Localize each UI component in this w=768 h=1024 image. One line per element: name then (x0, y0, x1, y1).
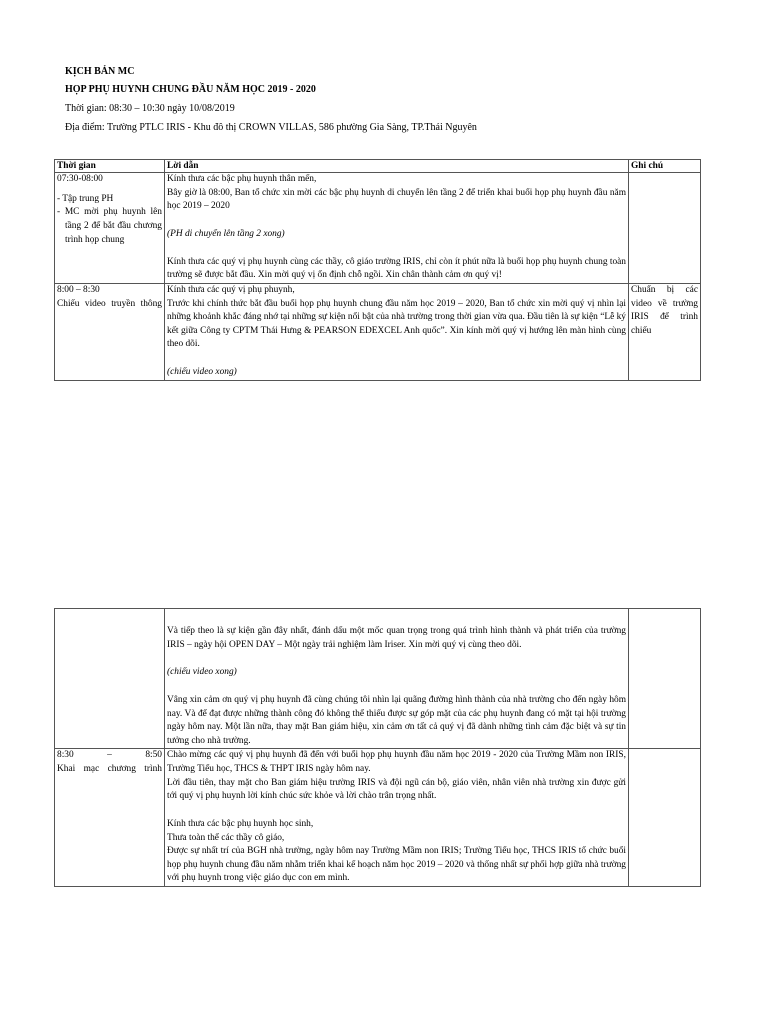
row1-line1: Kính thưa các bậc phụ huynh thân mến, (167, 174, 317, 185)
row2-note-cell (629, 283, 701, 380)
row2-time: 8:00 – 8:30 (57, 284, 100, 295)
script-table-page1 (54, 159, 701, 381)
row4-activity: Khai mạc chương trình (57, 764, 162, 774)
doc-title: KỊCH BẢN MC (65, 66, 135, 77)
row1-time-cell (55, 173, 165, 284)
row4-time-cell (55, 749, 165, 887)
row4-line3: Kính thưa các bậc phụ huynh học sinh, (167, 818, 314, 829)
row2-line1: Kính thưa các quý vị phụ phuynh, (167, 284, 295, 295)
row2-activity: Chiếu video truyền thông (57, 298, 162, 309)
row2-line3: (chiếu video xong) (167, 367, 237, 378)
row4-script-cell (165, 749, 629, 887)
row3-line1: Và tiếp theo là sự kiện gần đây nhất, đánh dấu một mốc quan trọng trong quá trình hình thành và phát triển của trường IRIS – ngày hội OPEN DAY – Một ngày trải nghiệm làm Iriser. Xin mời quý vị cùng theo dõi. (167, 626, 626, 650)
row2-time-cell (55, 283, 165, 380)
meeting-time: Thời gian: 08:30 – 10:30 ngày 10/08/2019 (65, 103, 235, 114)
row2-note: Chuẩn bị các video về trường IRIS để trình chiếu (631, 284, 698, 336)
table-row (55, 173, 701, 284)
row1-line3: (PH di chuyển lên tầng 2 xong) (167, 229, 285, 240)
row1-item-gather: - Tập trung PH (57, 193, 114, 204)
header-script: Lời dẫn (165, 160, 629, 173)
row3-note-cell (629, 609, 701, 749)
row1-item-invite: - MC mời phụ huynh lên tầng 2 để bắt đầu chương trình họp chung (57, 207, 162, 245)
table-row (55, 283, 701, 380)
row4-line1: Chào mừng các quý vị phụ huynh đã đến với buổi họp phụ huynh đầu năm học 2019 - 2020 của Trường Mầm non IRIS, Trường Tiểu học, THCS & THPT IRIS ngày hôm nay. (167, 750, 626, 774)
table-row (55, 749, 701, 887)
row3-time-cell (55, 609, 165, 749)
row1-time: 07:30-08:00 (57, 174, 103, 185)
header-time: Thời gian (55, 160, 165, 173)
row2-script-cell (165, 283, 629, 380)
meeting-place: Địa điểm: Trường PTLC IRIS - Khu đô thị CROWN VILLAS, 586 phường Gia Sàng, TP.Thái Nguyên (65, 122, 477, 133)
row3-script-cell (165, 609, 629, 749)
row3-line3: Vâng xin cảm ơn quý vị phụ huynh đã cùng chúng tôi nhìn lại quãng đường hình thành của nhà trường cho đến ngày hôm nay. Và để đạt được những thành công đó không thể thiếu được sự góp mặt của các phụ huynh đang có mặt tại hội trường ngày hôm nay. Một lần nữa, thay mặt Ban giám hiệu, xin cảm ơn tất cả quý vị đã dành những tình cảm đặc biệt và sự tin tưởng cho nhà trường. (167, 694, 626, 746)
header-note: Ghi chú (629, 160, 701, 173)
row4-line5: Được sự nhất trí của BGH nhà trường, ngày hôm nay Trường Mầm non IRIS; Trường Tiểu học, THCS IRIS tổ chức buổi họp phụ huynh chung đầu năm nhằm triển khai kế hoạch năm học 2019 – 2020 và thống nhất sự phối hợp giữa nhà trường với phụ huynh trong việc giáo dục con em mình. (167, 846, 626, 884)
row4-note-cell (629, 749, 701, 887)
row4-line4: Thưa toàn thể các thầy cô giáo, (167, 832, 285, 843)
row4-time: 8:30 – 8:50 (57, 750, 162, 761)
row4-line2: Lời đầu tiên, thay mặt cho Ban giám hiệu trường IRIS và đội ngũ cán bộ, giáo viên, nhân viên nhà trường xin được gửi tới quý vị phụ huynh lời kính chúc sức khỏe và lời chào trân trọng nhất. (167, 777, 626, 802)
row1-line2: Bây giờ là 08:00, Ban tổ chức xin mời các bậc phụ huynh di chuyển lên tầng 2 để triển khai buổi họp phụ huynh đầu năm học 2019 – 2020 (167, 187, 626, 212)
row1-script-cell (165, 173, 629, 284)
table-row (55, 609, 701, 749)
table-header-row (55, 160, 701, 173)
row1-line4: Kính thưa các quý vị phụ huynh cùng các thầy, cô giáo trường IRIS, chỉ còn ít phút nữa là buổi họp phụ huynh chung toàn trường sẽ được bắt đầu. Xin mời quý vị ổn định chỗ ngồi. Xin chân thành cảm ơn quý vị! (167, 256, 626, 281)
row3-line2: (chiếu video xong) (167, 667, 237, 678)
row2-line2: Trước khi chính thức bắt đầu buổi họp phụ huynh chung đầu năm học 2019 – 2020, Ban tổ chức xin mời quý vị nhìn lại những khoảnh khắc đáng nhớ tại những sự kiện nổi bật của nhà trường trong thời gian vừa qua. Đầu tiên là sự kiện “Lễ ký kết giữa Công ty CPTM Thái Hưng & PEARSON EDEXCEL Anh quốc”. Xin kính mời quý vị hướng lên màn hình cùng theo dõi. (167, 298, 626, 350)
script-table-page2 (54, 608, 701, 887)
row1-note-cell (629, 173, 701, 284)
doc-subtitle: HỌP PHỤ HUYNH CHUNG ĐẦU NĂM HỌC 2019 - 2020 (65, 84, 316, 95)
